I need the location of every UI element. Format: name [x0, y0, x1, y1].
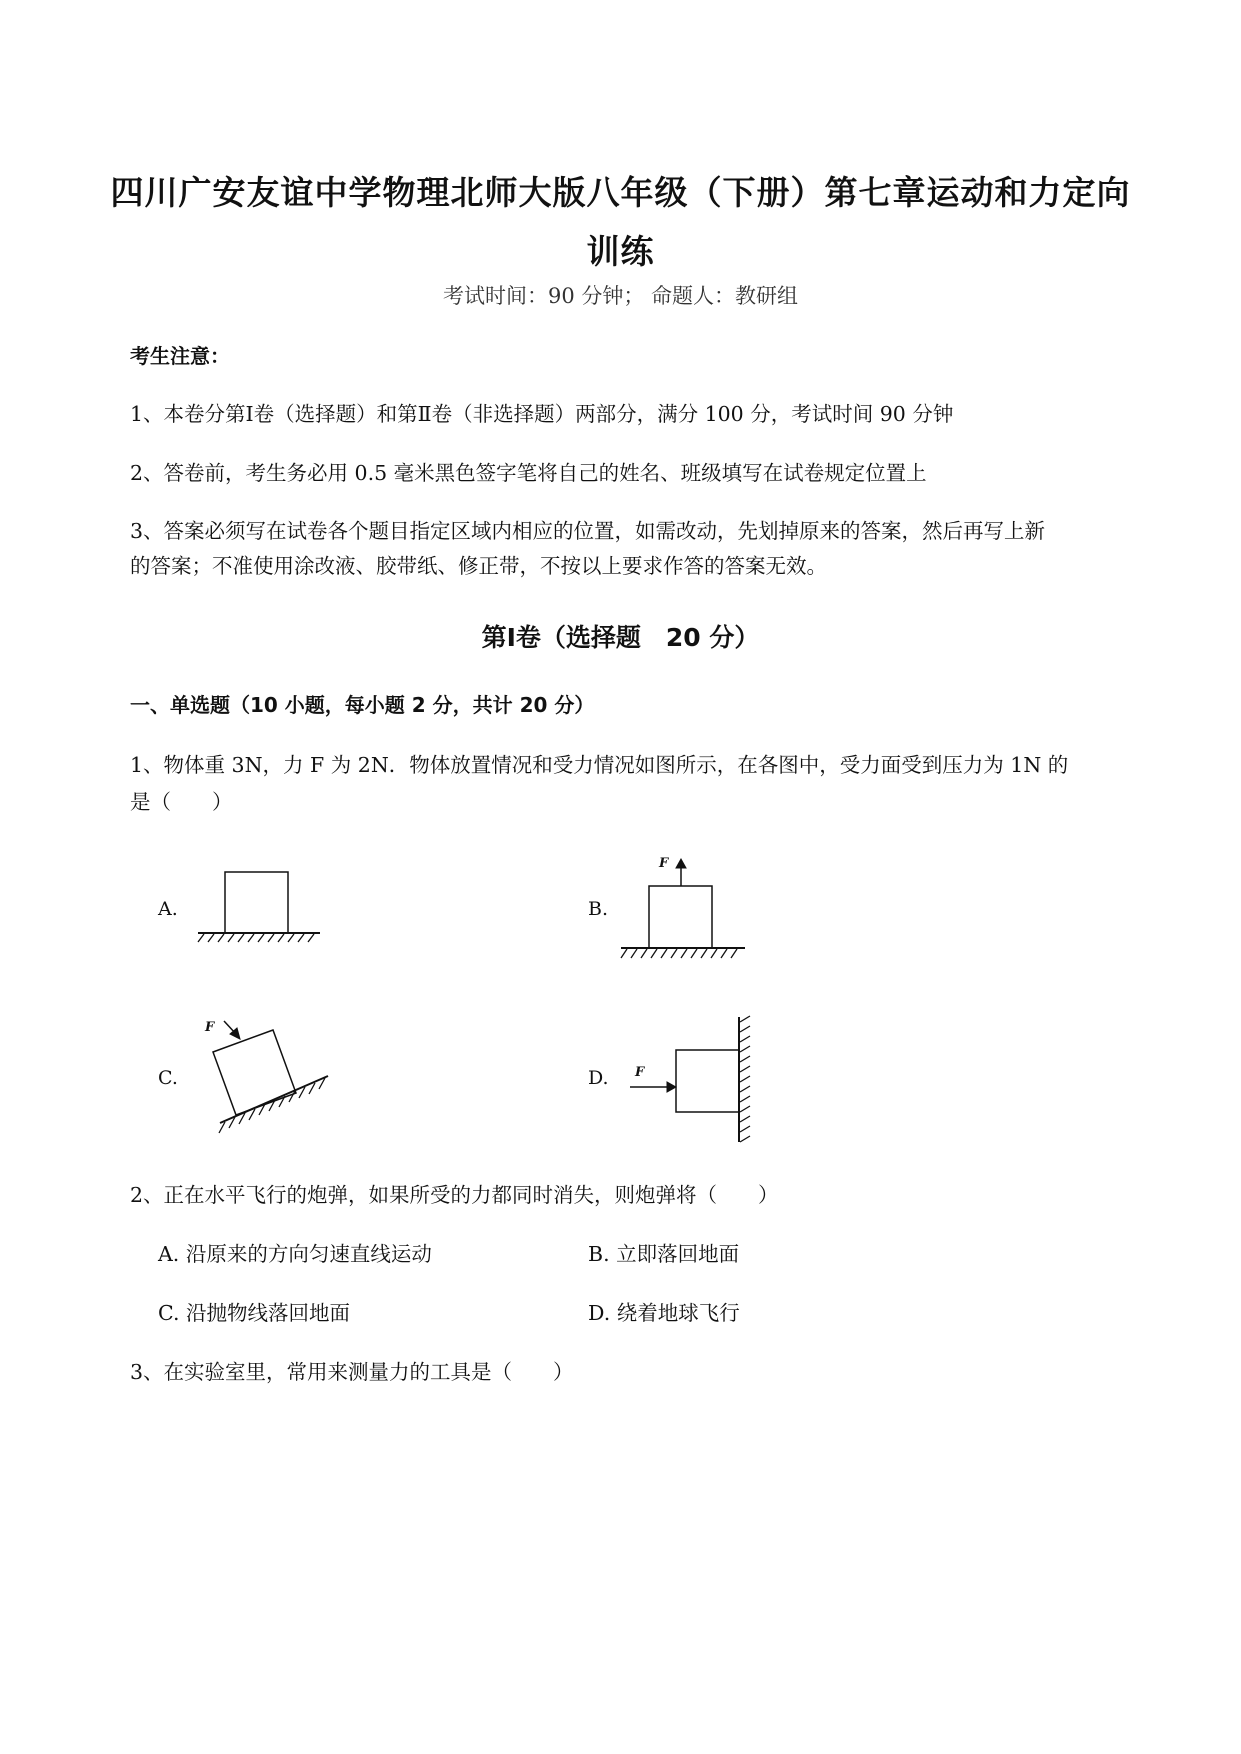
- figure-c-incline-force: [195, 1012, 340, 1142]
- exam-info: 考试时间：90 分钟； 命题人：教研组: [442, 284, 799, 308]
- option-d-label: D.: [588, 1067, 609, 1089]
- option-b-label: B.: [588, 898, 609, 920]
- notice-heading: 考生注意：: [130, 344, 230, 368]
- page-title: 四川广安友谊中学物理北师大版八年级（下册）第七章运动和力定向: [110, 173, 1131, 212]
- notice-item: 1、本卷分第Ⅰ卷（选择题）和第Ⅱ卷（非选择题）两部分，满分 100 分，考试时间 90 分钟: [130, 402, 954, 426]
- notice-item: 3、答案必须写在试卷各个题目指定区域内相应的位置，如需改动，先划掉原来的答案，然后再写上新: [130, 519, 1046, 543]
- force-label: F: [205, 1020, 215, 1035]
- question-2-option-c: C. 沿抛物线落回地面: [158, 1301, 350, 1325]
- option-c-label: C.: [158, 1067, 178, 1089]
- question-1-text: 1、物体重 3N，力 F 为 2N．物体放置情况和受力情况如图所示，在各图中，受力面受到压力为 1N 的: [130, 753, 1069, 777]
- question-2-option-a: A. 沿原来的方向匀速直线运动: [158, 1242, 432, 1266]
- question-1-text-cont: 是（ ）: [130, 790, 233, 814]
- option-a-label: A.: [158, 898, 178, 920]
- figure-b-upward-force: [615, 848, 755, 968]
- notice-item: 2、答卷前，考生务必用 0.5 毫米黑色签字笔将自己的姓名、班级填写在试卷规定位置上: [130, 461, 927, 485]
- question-2-text: 2、正在水平飞行的炮弹，如果所受的力都同时消失，则炮弹将（ ）: [130, 1183, 779, 1207]
- force-label: F: [635, 1065, 645, 1080]
- part-title: 一、单选题（10 小题，每小题 2 分，共计 20 分）: [130, 693, 595, 717]
- figure-d-wall-force: [625, 1012, 765, 1147]
- force-label: F: [659, 856, 669, 871]
- section-title: 第Ⅰ卷（选择题 20 分）: [481, 623, 760, 652]
- question-2-option-d: D. 绕着地球飞行: [588, 1301, 740, 1325]
- figure-a-block-on-ground: [190, 862, 330, 952]
- question-2-option-b: B. 立即落回地面: [588, 1242, 740, 1266]
- page-title-continued: 训练: [586, 232, 655, 271]
- question-3-text: 3、在实验室里，常用来测量力的工具是（ ）: [130, 1360, 574, 1384]
- notice-item: 的答案；不准使用涂改液、胶带纸、修正带，不按以上要求作答的答案无效。: [130, 554, 827, 578]
